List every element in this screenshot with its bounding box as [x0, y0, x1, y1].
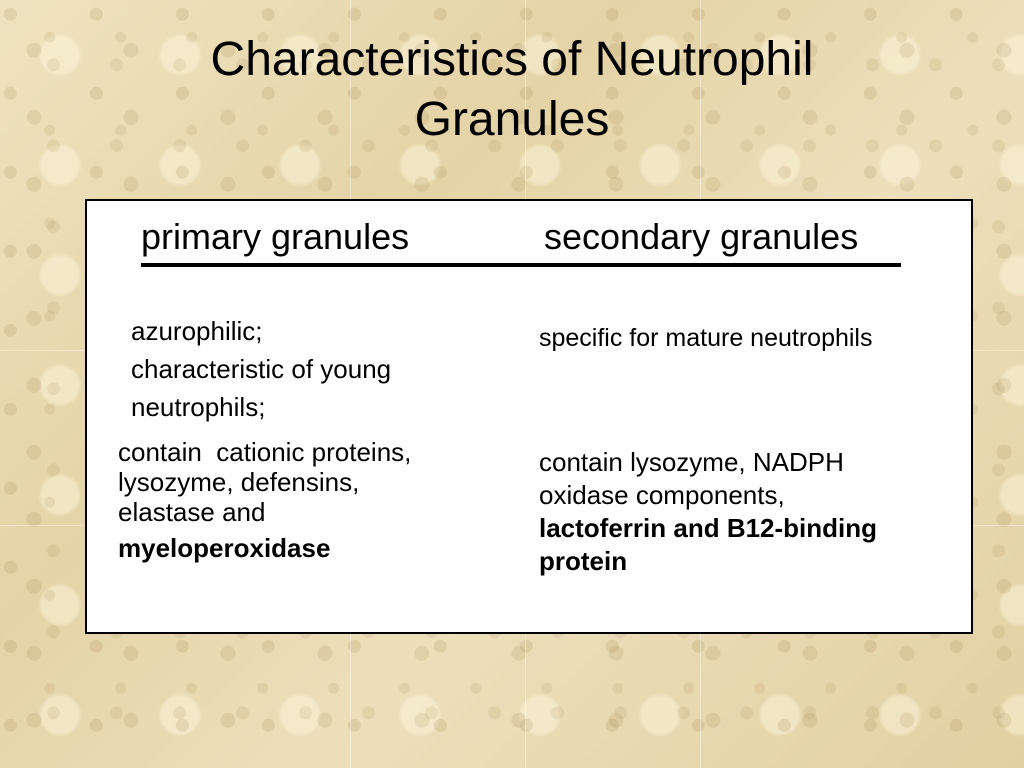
- secondary-contents-highlight: protein: [539, 546, 628, 576]
- granule-comparison-table: [85, 199, 973, 634]
- primary-granules-header: primary granules: [141, 216, 410, 257]
- primary-contents-line: elastase and: [118, 497, 266, 527]
- primary-description-line: characteristic of young: [131, 354, 392, 384]
- primary-contents-line: lysozyme, defensins,: [118, 467, 360, 497]
- secondary-contents-line: oxidase components,: [539, 480, 785, 510]
- header-underline: [141, 263, 901, 267]
- secondary-contents-line: contain lysozyme, NADPH: [539, 447, 844, 477]
- primary-description: [131, 312, 481, 426]
- slide-title-line-1: Characteristics of Neutrophil: [210, 33, 814, 86]
- secondary-contents-highlight: lactoferrin and B12-binding: [539, 513, 878, 543]
- primary-contents: [118, 437, 488, 563]
- primary-contents-line: contain cationic proteins,: [118, 437, 412, 467]
- secondary-description: specific for mature neutrophils: [539, 324, 873, 352]
- primary-contents-highlight: myeloperoxidase: [118, 533, 331, 563]
- slide-title: [0, 30, 1024, 150]
- slide-title-line-2: Granules: [414, 93, 610, 146]
- primary-description-line: azurophilic;: [131, 316, 263, 346]
- secondary-granules-header: secondary granules: [544, 216, 859, 257]
- secondary-contents: [539, 446, 959, 578]
- primary-description-line: neutrophils;: [131, 392, 266, 422]
